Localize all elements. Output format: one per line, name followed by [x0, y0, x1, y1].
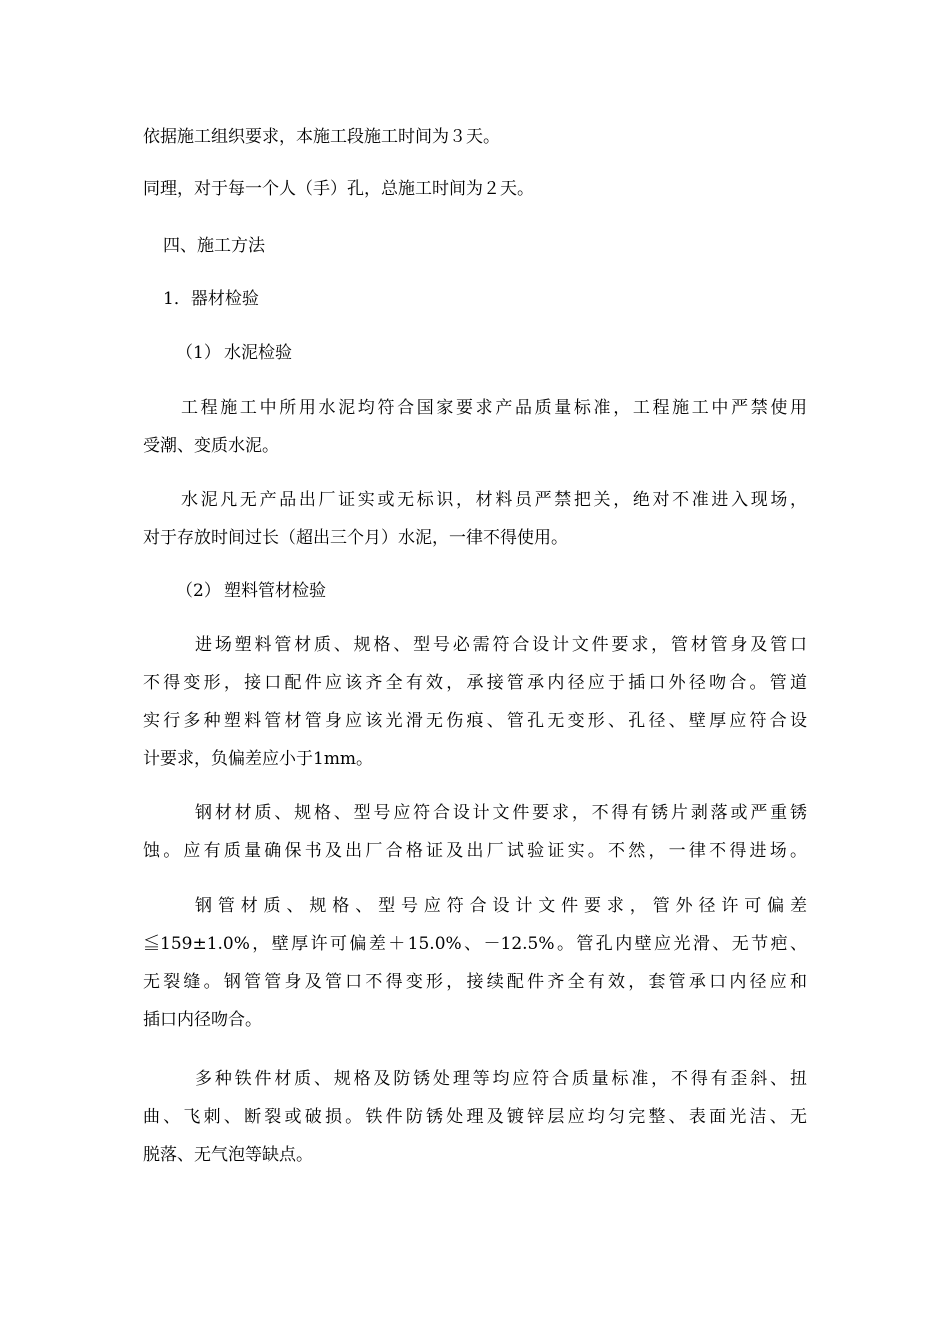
- steel-paragraph-line: 蚀。应有质量确保书及出厂合格证及出厂试验证实。不然，一律不得进场。: [143, 841, 807, 861]
- iron-parts-paragraph-line: 曲、飞刺、断裂或破损。铁件防锈处理及镀锌层应均匀完整、表面光洁、无: [143, 1107, 807, 1127]
- cement-paragraph-2-line: 水泥凡无产品出厂证实或无标识，材料员严禁把关，绝对不准进入现场，: [181, 490, 807, 510]
- plastic-paragraph-line: 实行多种塑料管材管身应该光滑无伤痕、管孔无变形、孔径、壁厚应符合设: [143, 711, 807, 731]
- subheading-cement: [176, 340, 840, 366]
- plastic-paragraph-line: 进场塑料管材质、规格、型号必需符合设计文件要求，管材管身及管口: [195, 635, 807, 655]
- plastic-paragraph-line: 不得变形，接口配件应该齐全有效，承接管承内径应于插口外径吻合。管道: [143, 673, 807, 693]
- subheading-text: 水泥检验: [224, 343, 292, 363]
- subheading-number: （1）: [176, 343, 221, 363]
- steel-pipe-paragraph-line: ≦159±1.0%，壁厚许可偏差＋15.0%、－12.5%。管孔内壁应光滑、无节疤、: [143, 934, 807, 954]
- subheading-number: （2）: [176, 581, 221, 601]
- steel-paragraph-line: 钢材材质、规格、型号应符合设计文件要求，不得有锈片剥落或严重锈: [195, 803, 807, 823]
- iron-parts-paragraph-line: 脱落、无气泡等缺点。: [143, 1145, 313, 1165]
- plastic-paragraph-line: 计要求，负偏差应小于1mm。: [143, 749, 374, 769]
- cement-paragraph-1-line: 受潮、变质水泥。: [143, 436, 279, 456]
- section-heading: 四、施工方法: [163, 236, 265, 256]
- steel-pipe-paragraph-line: 钢管材质、规格、型号应符合设计文件要求，管外径许可偏差: [195, 896, 807, 916]
- cement-paragraph-2-line: 对于存放时间过长（超出三个月）水泥，一律不得使用。: [143, 528, 568, 548]
- iron-parts-paragraph-line: 多种铁件材质、规格及防锈处理等均应符合质量标准，不得有歪斜、扭: [195, 1069, 807, 1089]
- cement-paragraph-1-line: 工程施工中所用水泥均符合国家要求产品质量标准，工程施工中严禁使用: [181, 398, 807, 418]
- paragraph-schedule-manhole: 同理，对于每一个人（手）孔，总施工时间为２天。: [143, 179, 534, 199]
- subheading-plastic-pipe: [176, 578, 840, 604]
- steel-pipe-paragraph-line: 无裂缝。钢管管身及管口不得变形，接续配件齐全有效，套管承口内径应和: [143, 972, 807, 992]
- item-heading: 1．器材检验: [163, 289, 259, 309]
- subheading-text: 塑料管材检验: [224, 581, 326, 601]
- paragraph-schedule-segment: 依据施工组织要求，本施工段施工时间为３天。: [143, 127, 500, 147]
- steel-pipe-paragraph-line: 插口内径吻合。: [143, 1010, 262, 1030]
